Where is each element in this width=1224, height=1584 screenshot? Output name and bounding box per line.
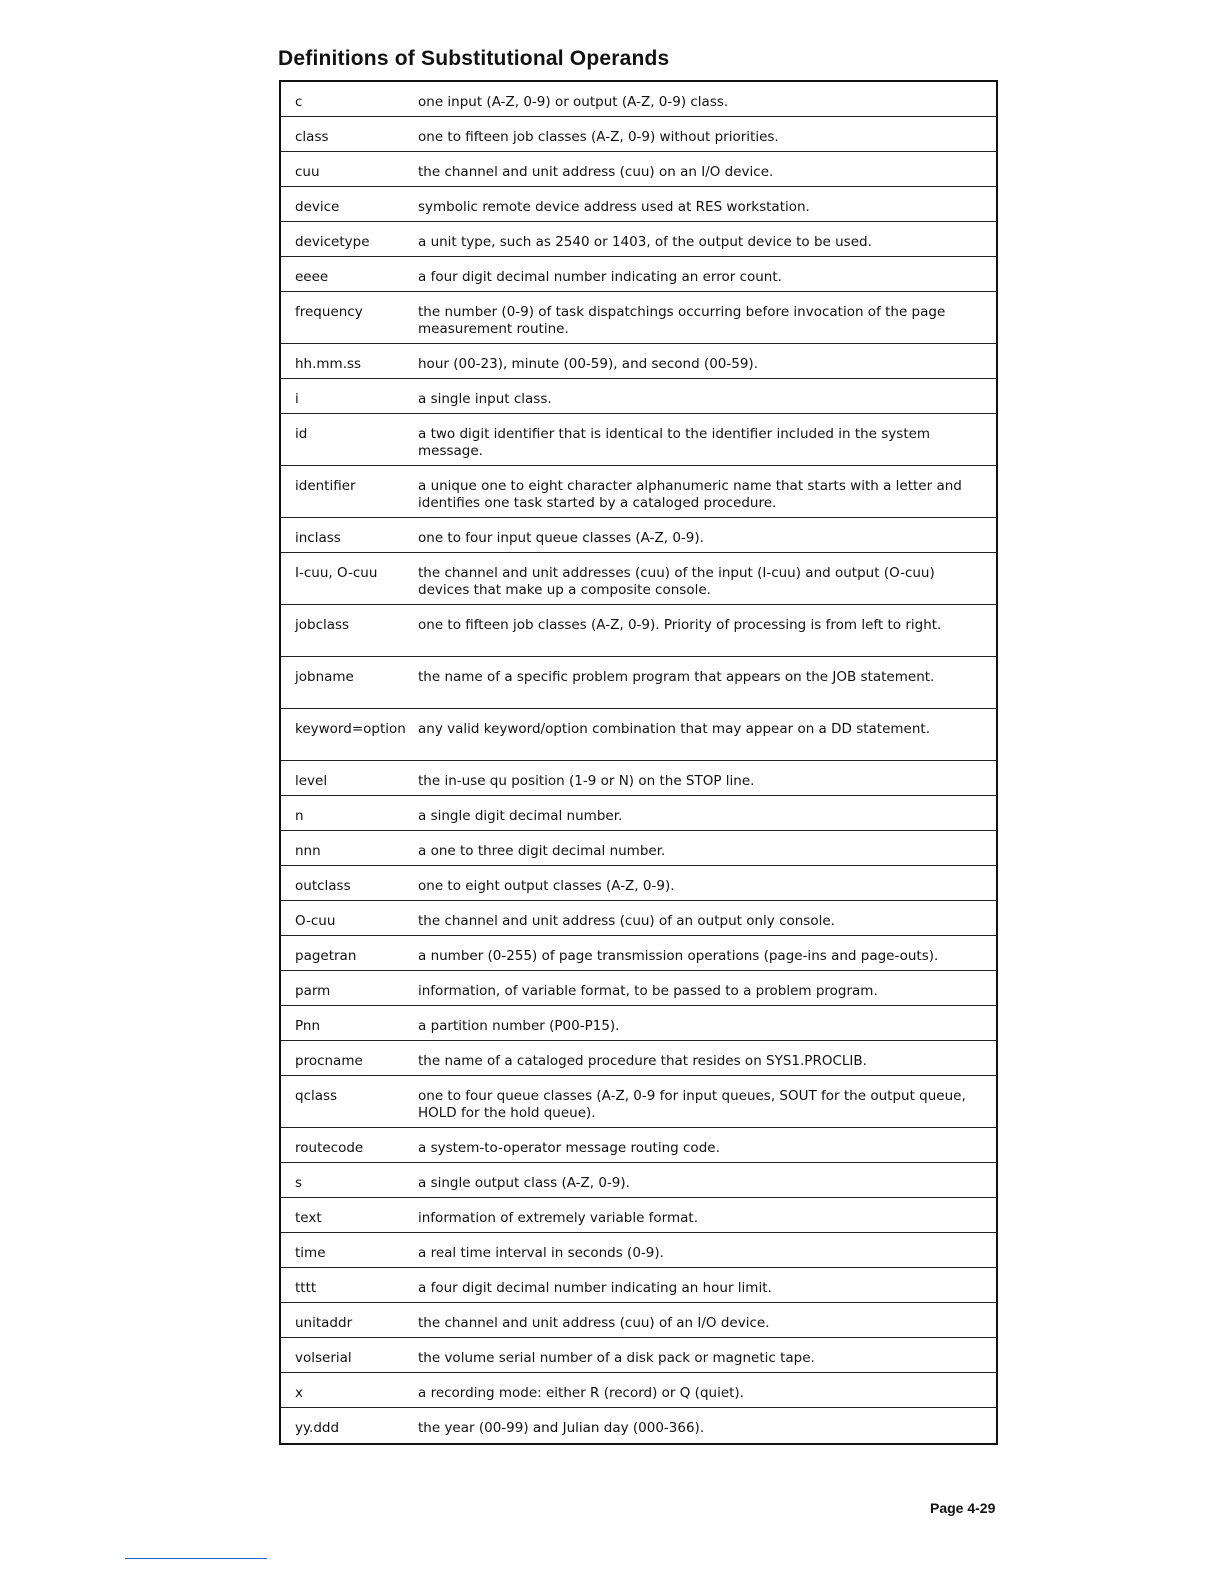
operand-definition: the in-use qu position (1-9 or N) on the STOP line. <box>418 773 755 789</box>
definitions-table <box>279 80 998 1445</box>
table-row <box>281 553 996 605</box>
operand-definition: a single digit decimal number. <box>418 808 623 824</box>
operand-definition: one to four input queue classes (A-Z, 0-9). <box>418 530 704 546</box>
operand-term: n <box>295 808 304 824</box>
operand-definition: a four digit decimal number indicating an hour limit. <box>418 1280 772 1296</box>
operand-term: jobname <box>295 669 354 685</box>
table-row <box>281 1006 996 1041</box>
operand-definition: one to fifteen job classes (A-Z, 0-9) without priorities. <box>418 129 779 145</box>
operand-term: device <box>295 199 340 215</box>
table-row <box>281 1303 996 1338</box>
operand-term: eeee <box>295 269 329 285</box>
operand-definition: a partition number (P00-P15). <box>418 1018 620 1034</box>
operand-definition: the channel and unit address (cuu) of an output only console. <box>418 913 835 929</box>
operand-definition: information of extremely variable format. <box>418 1210 698 1226</box>
table-row <box>281 709 996 761</box>
operand-term: identifier <box>295 478 356 494</box>
operand-definition: symbolic remote device address used at RES workstation. <box>418 199 810 215</box>
operand-term: parm <box>295 983 331 999</box>
operand-definition: the year (00-99) and Julian day (000-366). <box>418 1420 705 1436</box>
page-title: Definitions of Substitutional Operands <box>278 47 670 70</box>
operand-term: outclass <box>295 878 351 894</box>
operand-term: text <box>295 1210 322 1226</box>
table-row <box>281 1233 996 1268</box>
operand-definition: a unit type, such as 2540 or 1403, of the output device to be used. <box>418 234 872 250</box>
table-row <box>281 1338 996 1373</box>
operand-definition: a recording mode: either R (record) or Q (quiet). <box>418 1385 744 1401</box>
operand-term: O-cuu <box>295 913 336 929</box>
table-row <box>281 866 996 901</box>
table-row <box>281 831 996 866</box>
operand-definition: one to fifteen job classes (A-Z, 0-9). Priority of processing is from left to right. <box>418 617 942 633</box>
operand-definition: one to four queue classes (A-Z, 0-9 for input queues, SOUT for the output queue, HOLD for the hold queue). <box>418 1088 966 1121</box>
table-row <box>281 1163 996 1198</box>
operand-term: id <box>295 426 308 442</box>
operand-term: inclass <box>295 530 341 546</box>
table-row <box>281 971 996 1006</box>
table-row <box>281 1076 996 1128</box>
operand-definition: a single output class (A-Z, 0-9). <box>418 1175 630 1191</box>
table-row <box>281 82 996 117</box>
operand-term: level <box>295 773 328 789</box>
operand-term: frequency <box>295 304 363 320</box>
table-row <box>281 761 996 796</box>
operand-definition: the channel and unit addresses (cuu) of the input (I-cuu) and output (O-cuu) devices that make up a composite console. <box>418 565 935 598</box>
operand-term: I-cuu, O-cuu <box>295 565 378 581</box>
table-row <box>281 257 996 292</box>
table-row <box>281 466 996 518</box>
operand-definition: the volume serial number of a disk pack or magnetic tape. <box>418 1350 815 1366</box>
operand-definition: a number (0-255) of page transmission operations (page-ins and page-outs). <box>418 948 939 964</box>
operand-term: volserial <box>295 1350 352 1366</box>
operand-term: x <box>295 1385 303 1401</box>
table-row <box>281 222 996 257</box>
operand-definition: one input (A-Z, 0-9) or output (A-Z, 0-9) class. <box>418 94 729 110</box>
operand-definition: hour (00-23), minute (00-59), and second (00-59). <box>418 356 758 372</box>
footer-rule <box>125 1558 267 1559</box>
operand-definition: a four digit decimal number indicating an error count. <box>418 269 782 285</box>
table-row <box>281 901 996 936</box>
table-row <box>281 292 996 344</box>
operand-definition: a unique one to eight character alphanumeric name that starts with a letter and identifies one task started by a cataloged procedure. <box>418 478 962 511</box>
operand-term: c <box>295 94 303 110</box>
operand-definition: the name of a specific problem program that appears on the JOB statement. <box>418 669 935 685</box>
table-row <box>281 1373 996 1408</box>
operand-definition: a two digit identifier that is identical to the identifier included in the system message. <box>418 426 931 459</box>
table-row <box>281 117 996 152</box>
operand-term: s <box>295 1175 303 1191</box>
operand-term: yy.ddd <box>295 1420 340 1436</box>
operand-term: procname <box>295 1053 363 1069</box>
operand-term: keyword=option <box>295 721 406 737</box>
table-row <box>281 796 996 831</box>
table-row <box>281 152 996 187</box>
table-row <box>281 414 996 466</box>
operand-term: unitaddr <box>295 1315 353 1331</box>
table-row <box>281 605 996 657</box>
operand-definition: a system-to-operator message routing code. <box>418 1140 720 1156</box>
operand-term: Pnn <box>295 1018 321 1034</box>
operand-term: class <box>295 129 329 145</box>
operand-definition: the name of a cataloged procedure that resides on SYS1.PROCLIB. <box>418 1053 867 1069</box>
table-row <box>281 518 996 553</box>
table-row <box>281 187 996 222</box>
table-row <box>281 379 996 414</box>
operand-definition: a one to three digit decimal number. <box>418 843 666 859</box>
table-row <box>281 344 996 379</box>
operand-definition: the channel and unit address (cuu) on an I/O device. <box>418 164 774 180</box>
operand-definition: a real time interval in seconds (0-9). <box>418 1245 664 1261</box>
operand-term: devicetype <box>295 234 370 250</box>
operand-definition: any valid keyword/option combination that may appear on a DD statement. <box>418 721 930 737</box>
operand-term: time <box>295 1245 326 1261</box>
table-row <box>281 936 996 971</box>
operand-term: cuu <box>295 164 320 180</box>
operand-term: pagetran <box>295 948 357 964</box>
operand-term: nnn <box>295 843 321 859</box>
table-row <box>281 1268 996 1303</box>
operand-term: i <box>295 391 299 407</box>
operand-definition: one to eight output classes (A-Z, 0-9). <box>418 878 675 894</box>
operand-term: routecode <box>295 1140 364 1156</box>
operand-definition: the number (0-9) of task dispatchings occurring before invocation of the page measurement routine. <box>418 304 946 337</box>
operand-term: hh.mm.ss <box>295 356 362 372</box>
operand-term: tttt <box>295 1280 317 1296</box>
table-row <box>281 1128 996 1163</box>
operand-term: jobclass <box>295 617 350 633</box>
table-row <box>281 1041 996 1076</box>
operand-term: qclass <box>295 1088 338 1104</box>
operand-definition: a single input class. <box>418 391 552 407</box>
operand-definition: the channel and unit address (cuu) of an I/O device. <box>418 1315 770 1331</box>
table-row <box>281 1198 996 1233</box>
table-row <box>281 1408 996 1443</box>
operand-definition: information, of variable format, to be passed to a problem program. <box>418 983 878 999</box>
table-row <box>281 657 996 709</box>
page-number: Page 4-29 <box>930 1500 996 1516</box>
